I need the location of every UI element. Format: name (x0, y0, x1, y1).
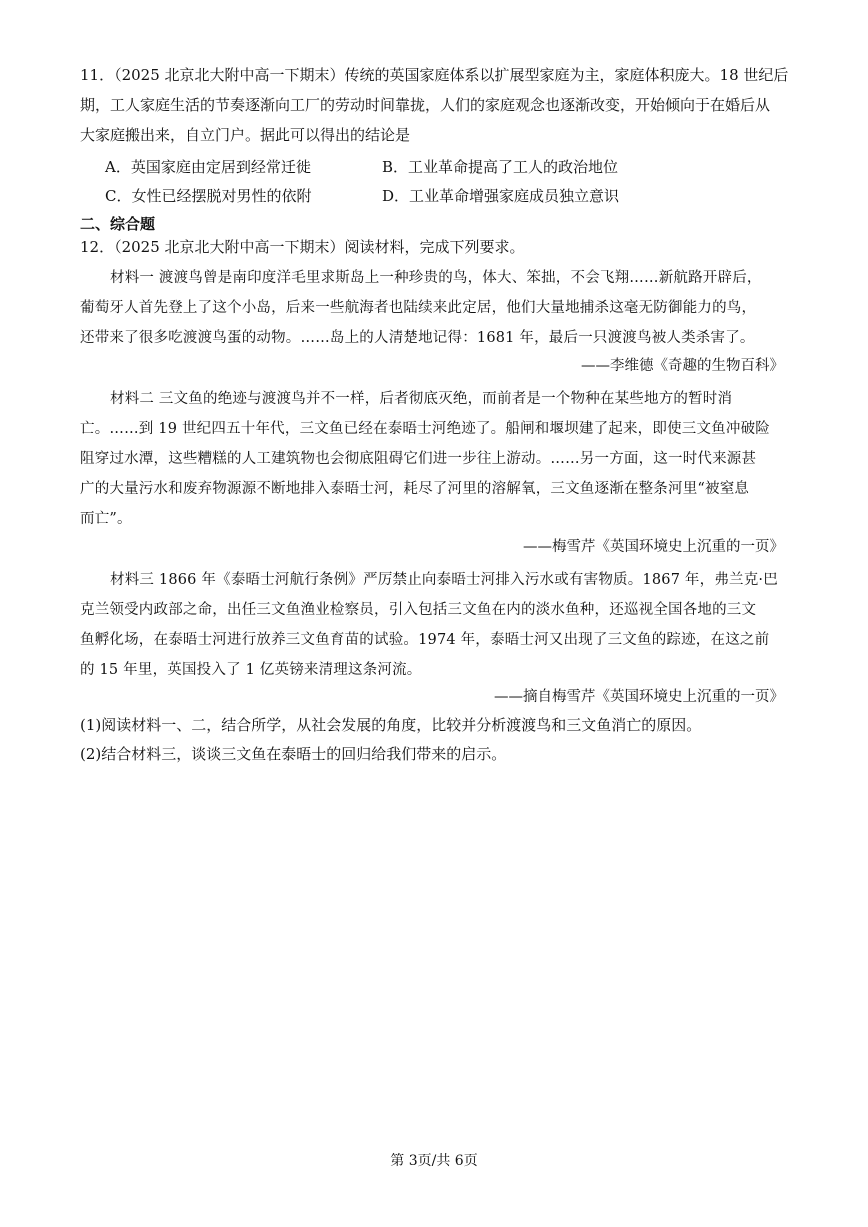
material2-line-1: 材料二 三文鱼的绝迹与渡渡鸟并不一样，后者彻底灭绝，而前者是一个物种在某些地方的暂时消 (110, 391, 733, 407)
q11-option-a: A．英国家庭由定居到经常迁徙 (105, 158, 311, 176)
material1-line-1: 材料一 渡渡鸟曾是南印度洋毛里求斯岛上一种珍贵的鸟，体大、笨拙，不会飞翔……新航路开辟后， (110, 270, 762, 286)
material2-line-2: 亡。……到 19 世纪四五十年代，三文鱼已经在泰晤士河绝迹了。船闸和堰坝建了起来，即使三文鱼冲破险 (80, 421, 770, 437)
q11-option-c: C．女性已经摆脱对男性的依附 (105, 187, 312, 205)
material3-source: ——摘自梅雪芹《英国环境史上沉重的一页》 (494, 689, 784, 705)
q11-stem-line-1: 11．（2025 北京北大附中高一下期末）传统的英国家庭体系以扩展型家庭为主，家庭体积庞大。18 世纪后 (80, 66, 789, 84)
material3-line-3: 鱼孵化场，在泰晤士河进行放养三文鱼育苗的试验。1974 年，泰晤士河又出现了三文鱼的踪迹，在这之前 (80, 632, 770, 648)
material2-source: ——梅雪芹《英国环境史上沉重的一页》 (523, 539, 784, 555)
material3-line-4: 的 15 年里，英国投入了 1 亿英镑来清理这条河流。 (80, 662, 422, 678)
q11-option-d: D．工业革命增强家庭成员独立意识 (382, 187, 620, 205)
q11-stem-line-2: 期，工人家庭生活的节奏逐渐向工厂的劳动时间靠拢，人们的家庭观念也逐渐改变，开始倾向于在婚后从 (80, 96, 771, 114)
q11-option-b: B．工业革命提高了工人的政治地位 (382, 158, 619, 176)
q12-stem: 12．（2025 北京北大附中高一下期末）阅读材料，完成下列要求。 (80, 238, 525, 256)
material2-line-3: 阻穿过水潭，这些糟糕的人工建筑物也会彻底阻碍它们进一步往上游动。……另一方面，这一时代来源甚 (80, 451, 757, 467)
q12-question-2: (2)结合材料三，谈谈三文鱼在泰晤士的回归给我们带来的启示。 (80, 745, 507, 763)
material1-line-3: 还带来了很多吃渡渡鸟蛋的动物。……岛上的人清楚地记得：1681 年，最后一只渡渡鸟被人类杀害了。 (80, 330, 755, 346)
section-title: 二、综合题 (80, 215, 156, 233)
page-number: 第 3页/共 6页 (390, 1153, 478, 1169)
material2-line-4: 广的大量污水和废弃物源源不断地排入泰晤士河，耗尽了河里的溶解氧，三文鱼逐渐在整条河里“被窒息 (80, 481, 750, 497)
material3-line-1: 材料三 1866 年《泰晤士河航行条例》严厉禁止向泰晤士河排入污水或有害物质。1867 年，弗兰克·巴 (110, 572, 778, 588)
q11-stem-line-3: 大家庭搬出来，自立门户。据此可以得出的结论是 (80, 126, 411, 144)
material2-line-5: 而亡”。 (80, 511, 132, 527)
q12-question-1: (1)阅读材料一、二，结合所学，从社会发展的角度，比较并分析渡渡鸟和三文鱼消亡的原因。 (80, 716, 702, 734)
material1-source: ——李维德《奇趣的生物百科》 (581, 358, 784, 374)
material1-line-2: 葡萄牙人首先登上了这个小岛，后来一些航海者也陆续来此定居，他们大量地捕杀这毫无防御能力的鸟， (80, 300, 757, 316)
material3-line-2: 克兰领受内政部之命，出任三文鱼渔业检察员，引入包括三文鱼在内的淡水鱼种，还巡视全国各地的三文 (80, 602, 757, 618)
